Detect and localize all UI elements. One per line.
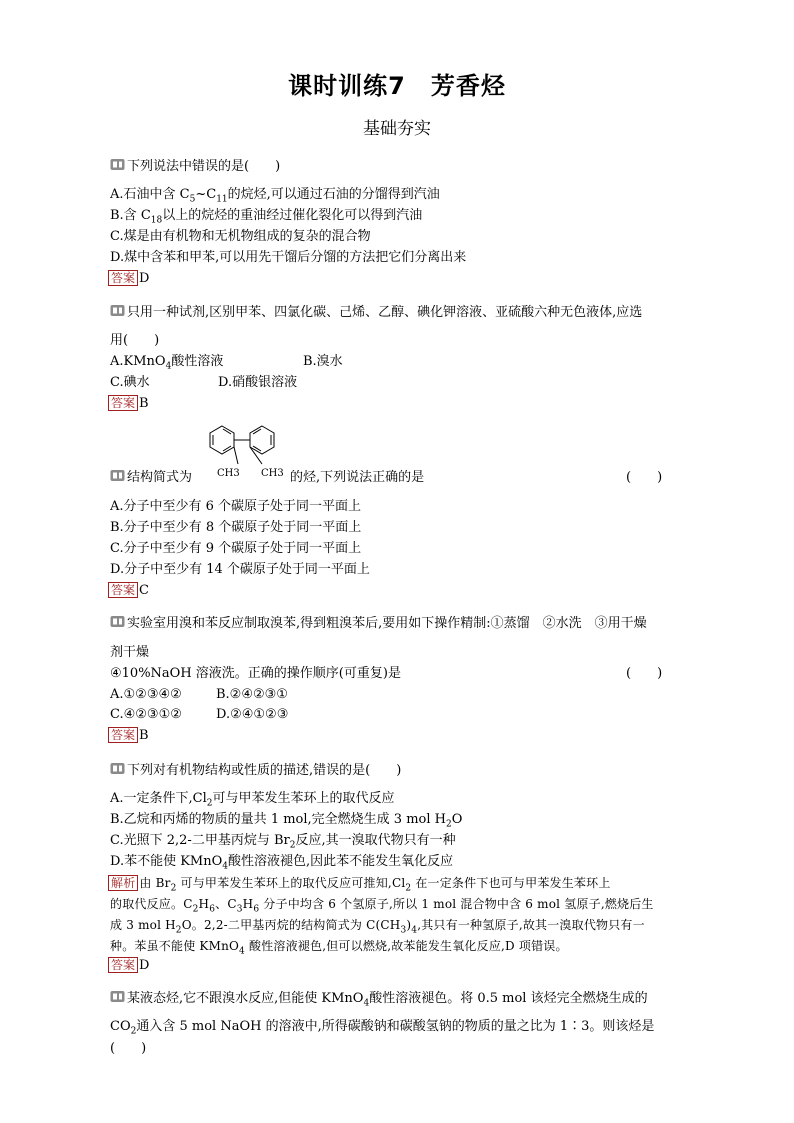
option: B.溴水 bbox=[303, 354, 343, 369]
answer-badge: 答案 bbox=[108, 395, 138, 411]
answer-bracket: ( ) bbox=[110, 1041, 147, 1056]
benzene-ring-left bbox=[210, 426, 234, 454]
question-1-stem bbox=[110, 158, 280, 176]
option: A.分子中至少有 6 个碳原子处于同一平面上 bbox=[110, 499, 362, 514]
answer-value: C bbox=[139, 583, 149, 598]
explanation-line: 的取代反应。$C_2H_6$、$C_3H_6$ 分子中均含 6 个氢原子,所以 1 mol 混合物中含 6 mol 氢原子,燃烧后生 bbox=[110, 897, 654, 915]
answer-row bbox=[108, 395, 149, 413]
question-2-stem bbox=[110, 304, 642, 322]
option: C.碘水 bbox=[110, 375, 150, 390]
question-text-continued: 用( ) bbox=[110, 333, 160, 348]
answer-value: B bbox=[139, 396, 149, 411]
option: A.①②③④② bbox=[110, 687, 182, 702]
option: A.石油中含 $C_5\sim C_{11}$的烷烃,可以通过石油的分馏得到汽油 bbox=[110, 187, 440, 205]
option: D.硝酸银溶液 bbox=[218, 375, 298, 390]
option: C.煤是由有机物和无机物组成的复杂的混合物 bbox=[110, 229, 371, 244]
question-text-continued: ④10%NaOH 溶液洗。正确的操作顺序(可重复)是 bbox=[110, 666, 401, 681]
question-icon bbox=[110, 469, 125, 482]
section-title: 基础夯实 bbox=[363, 119, 431, 139]
answer-badge: 答案 bbox=[108, 727, 138, 743]
option: D.②④①②③ bbox=[216, 707, 289, 722]
answer-badge: 答案 bbox=[108, 957, 138, 973]
question-icon bbox=[110, 158, 125, 171]
explanation-line: 种。苯虽不能使 KMnO$_4$ 酸性溶液褪色,但可以燃烧,故苯能发生氧化反应,D 项错误。 bbox=[110, 939, 568, 957]
option: D.苯不能使 KMnO$_4$酸性溶液褪色,因此苯不能发生氧化反应 bbox=[110, 854, 454, 872]
question-4-stem bbox=[110, 615, 647, 633]
benzene-ring-right bbox=[250, 426, 274, 454]
option: B.分子中至少有 8 个碳原子处于同一平面上 bbox=[110, 520, 362, 535]
answer-bracket: ( ) bbox=[626, 470, 663, 485]
option: A.一定条件下$,Cl_2$可与甲苯发生苯环上的取代反应 bbox=[110, 791, 395, 809]
methyl-label: CH3 bbox=[217, 468, 240, 479]
answer-row bbox=[108, 727, 149, 745]
question-icon bbox=[110, 304, 125, 317]
option: B.②④②③① bbox=[216, 687, 288, 702]
option: D.煤中含苯和甲苯,可以用先干馏后分馏的方法把它们分离出来 bbox=[110, 250, 467, 265]
question-text: 下列说法中错误的是( ) bbox=[127, 159, 281, 174]
answer-value: D bbox=[139, 271, 150, 286]
question-text-continued: 的烃,下列说法正确的是 bbox=[290, 470, 425, 485]
question-3-stem bbox=[110, 469, 192, 487]
question-text-continued: 剂干燥 bbox=[110, 645, 150, 660]
option: D.分子中至少有 14 个碳原子处于同一平面上 bbox=[110, 562, 370, 577]
option: C.光照下 2,2-二甲基丙烷与 $Br_2$反应,其一溴取代物只有一种 bbox=[110, 833, 456, 851]
question-icon bbox=[110, 762, 125, 775]
explanation-line: 解析 由 $Br_2$ 可与甲苯发生苯环上的取代反应可推知$,Cl_2$ 在一定条件下也可与甲苯发生苯环上 bbox=[108, 873, 611, 899]
option: C.分子中至少有 9 个碳原子处于同一平面上 bbox=[110, 541, 362, 556]
option: B.含 $C_{18}$以上的烷烃的重油经过催化裂化可以得到汽油 bbox=[110, 208, 423, 226]
page-title: 课时训练7 芳香烃 bbox=[288, 72, 506, 100]
option: C.④②③①② bbox=[110, 707, 182, 722]
question-text: 下列对有机物结构或性质的描述,错误的是( ) bbox=[127, 763, 402, 778]
question-text: 只用一种试剂,区别甲苯、四氯化碳、己烯、乙醇、碘化钾溶液、亚硫酸六种无色液体,应选 bbox=[127, 305, 643, 320]
option: B.乙烷和丙烯的物质的量共 1 mol,完全燃烧生成 3 mol $H_2O$ bbox=[110, 812, 463, 830]
question-text: 实验室用溴和苯反应制取溴苯,得到粗溴苯后,要用如下操作精制:①蒸馏 ②水洗 ③用干燥 bbox=[127, 616, 647, 631]
answer-row bbox=[108, 957, 149, 975]
question-icon bbox=[110, 990, 125, 1003]
question-text-continued: $CO_2$通入含 5 mol NaOH 的溶液中,所得碳酸钠和碳酸氢钠的物质的量之比为 1∶3。则该烃是 bbox=[110, 1019, 655, 1037]
answer-badge: 答案 bbox=[108, 270, 138, 286]
answer-value: D bbox=[139, 958, 150, 973]
question-6-stem: 某液态烃,它不跟溴水反应,但能使 KMnO$_4$酸性溶液褪色。将 0.5 mol 该烃完全燃烧生成的 bbox=[110, 990, 648, 1013]
answer-badge: 答案 bbox=[108, 582, 138, 598]
answer-bracket: ( ) bbox=[626, 666, 663, 681]
answer-value: B bbox=[139, 728, 149, 743]
question-text: 结构简式为 bbox=[127, 470, 193, 485]
methyl-label: CH3 bbox=[261, 468, 284, 479]
question-5-stem bbox=[110, 762, 401, 780]
explanation-badge: 解析 bbox=[108, 875, 138, 891]
answer-row bbox=[108, 582, 149, 600]
option: A.KMnO$_4$酸性溶液 bbox=[110, 354, 224, 372]
question-icon bbox=[110, 615, 125, 628]
answer-row bbox=[108, 270, 149, 288]
explanation-line: 成 3 mol $H_2O$。2,2-二甲基丙烷的结构简式为 $C(CH_3)_4$,其只有一种氢原子,故其一溴取代物只有一 bbox=[110, 918, 645, 936]
